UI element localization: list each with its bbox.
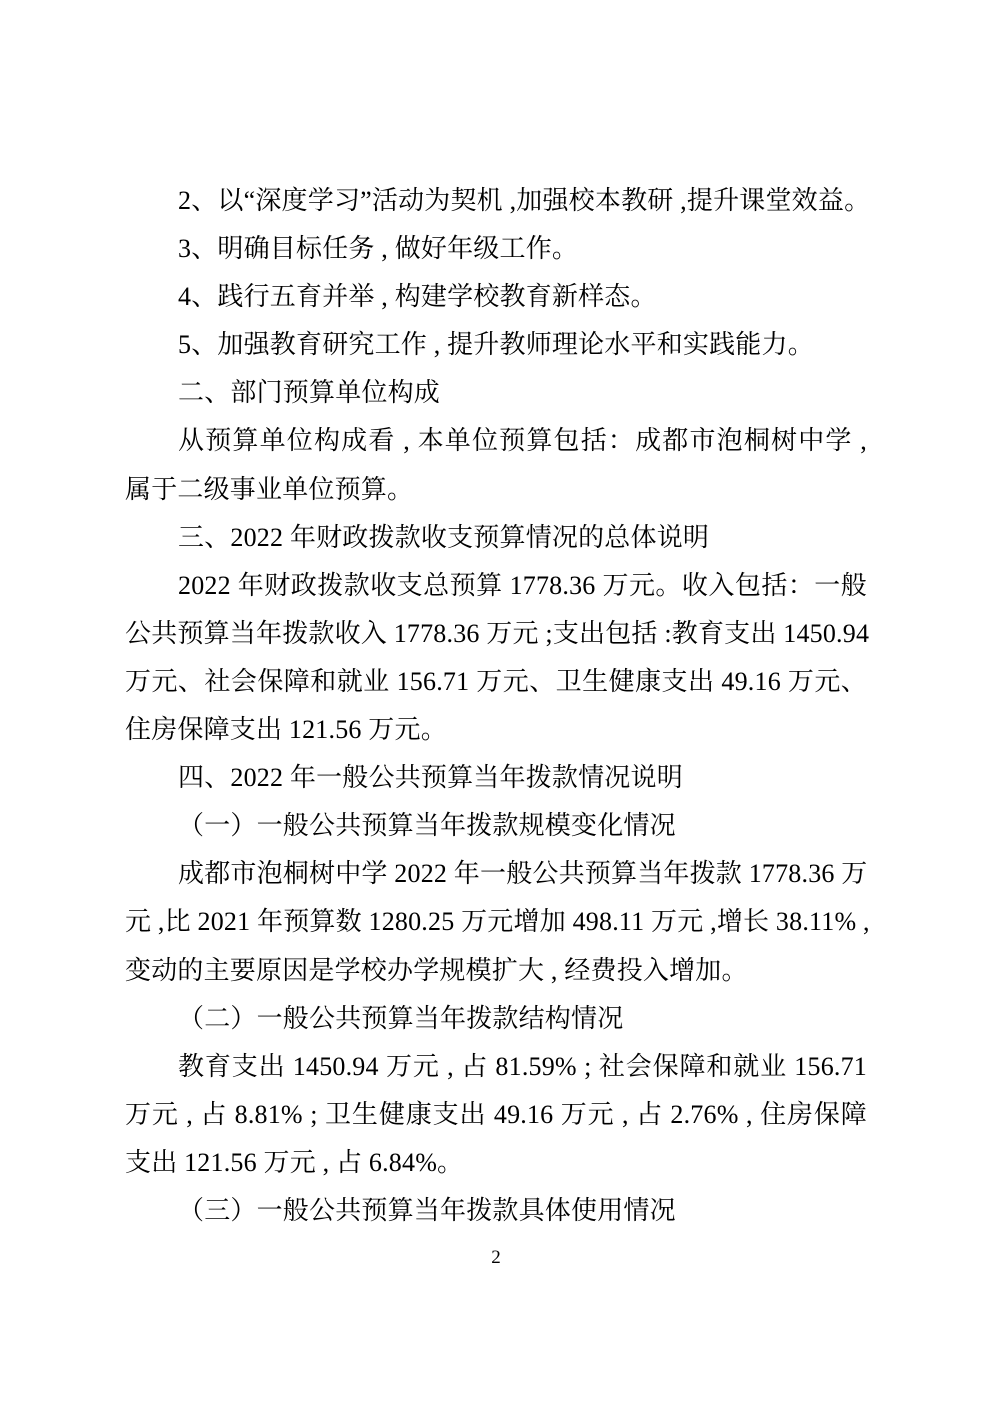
list-item-3: 3、明确目标任务 , 做好年级工作。 — [178, 234, 579, 264]
heading-section-4: 四、2022 年一般公共预算当年拨款情况说明 — [178, 763, 683, 793]
heading-subsection-2: （二）一般公共预算当年拨款结构情况 — [178, 1003, 624, 1033]
page-number: 2 — [491, 1247, 501, 1268]
paragraph-line: 属于二级事业单位预算。 — [125, 474, 414, 504]
paragraph-line: 支出 121.56 万元 , 占 6.84%。 — [125, 1147, 464, 1177]
paragraph-line: 教育支出 1450.94 万元 , 占 81.59% ; 社会保障和就业 156.71 — [178, 1051, 867, 1081]
paragraph-line: 成都市泡桐树中学 2022 年一般公共预算当年拨款 1778.36 万 — [178, 859, 868, 889]
heading-section-2: 二、部门预算单位构成 — [178, 378, 441, 408]
heading-section-3: 三、2022 年财政拨款收支预算情况的总体说明 — [178, 522, 710, 552]
paragraph-line: 万元 , 占 8.81% ; 卫生健康支出 49.16 万元 , 占 2.76% , 住房保障 — [125, 1099, 867, 1129]
paragraph-line: 万元、社会保障和就业 156.71 万元、卫生健康支出 49.16 万元、 — [125, 666, 867, 696]
heading-subsection-3: （三）一般公共预算当年拨款具体使用情况 — [178, 1195, 676, 1225]
document-body — [125, 177, 871, 1235]
list-item-4: 4、践行五育并举 , 构建学校教育新样态。 — [178, 282, 657, 312]
paragraph-line: 2022 年财政拨款收支总预算 1778.36 万元。收入包括：一般 — [178, 570, 867, 600]
paragraph-line: 从预算单位构成看 , 本单位预算包括：成都市泡桐树中学 , — [178, 426, 867, 456]
paragraph-line: 公共预算当年拨款收入 1778.36 万元 ;支出包括 :教育支出 1450.94 — [125, 618, 870, 648]
heading-subsection-1: （一）一般公共预算当年拨款规模变化情况 — [178, 811, 676, 841]
paragraph-line: 变动的主要原因是学校办学规模扩大 , 经费投入增加。 — [125, 955, 748, 985]
paragraph-line: 住房保障支出 121.56 万元。 — [125, 715, 447, 745]
list-item-5: 5、加强教育研究工作 , 提升教师理论水平和实践能力。 — [178, 330, 814, 360]
list-item-2: 2、以“深度学习”活动为契机 ,加强校本教研 ,提升课堂效益。 — [178, 186, 871, 215]
paragraph-line: 元 ,比 2021 年预算数 1280.25 万元增加 498.11 万元 ,增长 38.11% , — [125, 907, 870, 937]
